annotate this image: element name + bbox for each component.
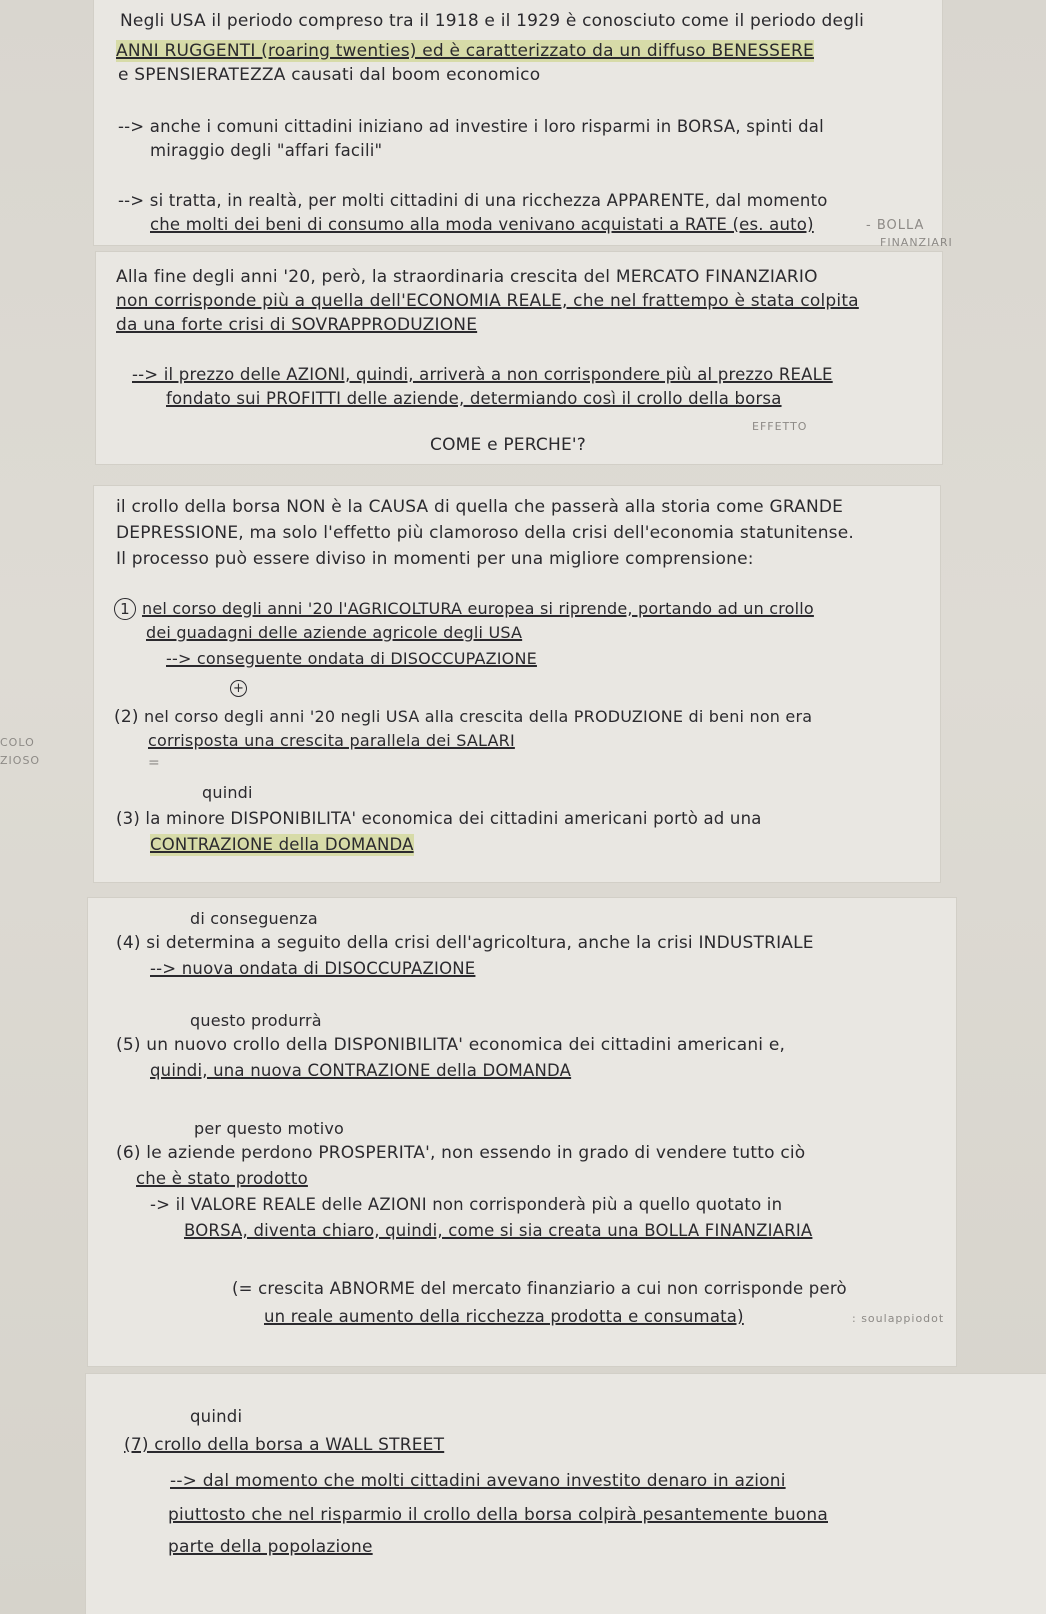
step-2-marker: (2) [114, 707, 139, 727]
text-line: piuttosto che nel risparmio il crollo della borsa colpirà pesantemente buona [168, 1505, 828, 1525]
text-line: miraggio degli "affari facili" [150, 141, 383, 160]
pencil-note: COLO [0, 736, 35, 749]
pencil-note: - BOLLA [866, 218, 925, 233]
text-line: fondato sui PROFITTI delle aziende, determiando così il crollo della borsa [166, 389, 782, 408]
equals-marker: = [148, 755, 160, 771]
text-line: il crollo della borsa NON è la CAUSA di quella che passerà alla storia come GRANDE [116, 497, 844, 517]
text-line: Alla fine degli anni '20, però, la straordinaria crescita del MERCATO FINANZIARIO [116, 267, 818, 287]
text-line: (6) le aziende perdono PROSPERITA', non essendo in grado di vendere tutto ciò [116, 1143, 806, 1163]
plus-marker: + [230, 680, 247, 697]
text-line: ANNI RUGGENTI (roaring twenties) ed è caratterizzato da un diffuso BENESSERE [116, 41, 814, 61]
text-line: dei guadagni delle aziende agricole degli USA [146, 623, 523, 642]
text-line: --> nuova ondata di DISOCCUPAZIONE [150, 959, 476, 978]
text-line: nel corso degli anni '20 l'AGRICOLTURA europea si riprende, portando ad un crollo [142, 599, 814, 618]
text-line: quindi [202, 783, 253, 802]
text-line: questo produrrà [190, 1011, 322, 1030]
text-line: (7) crollo della borsa a WALL STREET [124, 1435, 445, 1455]
text-line: Negli USA il periodo compreso tra il 1918 e il 1929 è conosciuto come il periodo degli [120, 11, 865, 31]
text-line: --> si tratta, in realtà, per molti cittadini di una ricchezza APPARENTE, dal momento [118, 191, 828, 210]
text-line: (3) la minore DISPONIBILITA' economica dei cittadini americani portò ad una [116, 809, 762, 828]
text-line: un reale aumento della ricchezza prodotta e consumata) [264, 1307, 744, 1326]
step-1-marker: 1 [114, 598, 136, 620]
text-line: e SPENSIERATEZZA causati dal boom economico [118, 65, 541, 85]
text-line: che è stato prodotto [136, 1169, 308, 1188]
text-line: DEPRESSIONE, ma solo l'effetto più clamoroso della crisi dell'economia statunitense. [116, 523, 854, 543]
text-line: BORSA, diventa chiaro, quindi, come si sia creata una BOLLA FINANZIARIA [184, 1221, 813, 1240]
pencil-note: EFFETTO [752, 420, 808, 433]
text-line: (5) un nuovo crollo della DISPONIBILITA' economica dei cittadini americani e, [116, 1035, 786, 1055]
text-line: quindi, una nuova CONTRAZIONE della DOMANDA [150, 1061, 572, 1080]
text-line: non corrisponde più a quella dell'ECONOMIA REALE, che nel frattempo è stata colpita [116, 291, 859, 311]
pencil-note: ZIOSO [0, 754, 41, 767]
text-line: corrisposta una crescita parallela dei SALARI [148, 731, 515, 750]
text-line: --> il prezzo delle AZIONI, quindi, arriverà a non corrispondere più al prezzo REALE [132, 365, 833, 384]
text-line: Il processo può essere diviso in momenti per una migliore comprensione: [116, 549, 754, 569]
text-line: per questo motivo [194, 1119, 345, 1138]
text-line: da una forte crisi di SOVRAPPRODUZIONE [116, 315, 478, 335]
text-line: -> il VALORE REALE delle AZIONI non corrisponderà più a quello quotato in [150, 1195, 783, 1214]
section-heading: COME e PERCHE'? [430, 435, 586, 455]
text-line: (= crescita ABNORME del mercato finanziario a cui non corrisponde però [232, 1279, 847, 1298]
text-line: quindi [190, 1407, 243, 1426]
text-line: (4) si determina a seguito della crisi dell'agricoltura, anche la crisi INDUSTRIALE [116, 933, 814, 953]
text-line: che molti dei beni di consumo alla moda venivano acquistati a RATE (es. auto) [150, 215, 814, 234]
text-line: --> anche i comuni cittadini iniziano ad investire i loro risparmi in BORSA, spinti dal [118, 117, 824, 136]
text-line: di conseguenza [190, 909, 318, 928]
text-line: CONTRAZIONE della DOMANDA [150, 835, 414, 854]
pencil-note: : soulappiodot [852, 1312, 945, 1325]
text-line: --> dal momento che molti cittadini avevano investito denaro in azioni [170, 1471, 786, 1491]
pencil-note: FINANZIARI [880, 236, 953, 249]
text-line: --> conseguente ondata di DISOCCUPAZIONE [166, 649, 537, 668]
text-line: parte della popolazione [168, 1537, 373, 1557]
text-line: nel corso degli anni '20 negli USA alla crescita della PRODUZIONE di beni non era [144, 707, 813, 726]
